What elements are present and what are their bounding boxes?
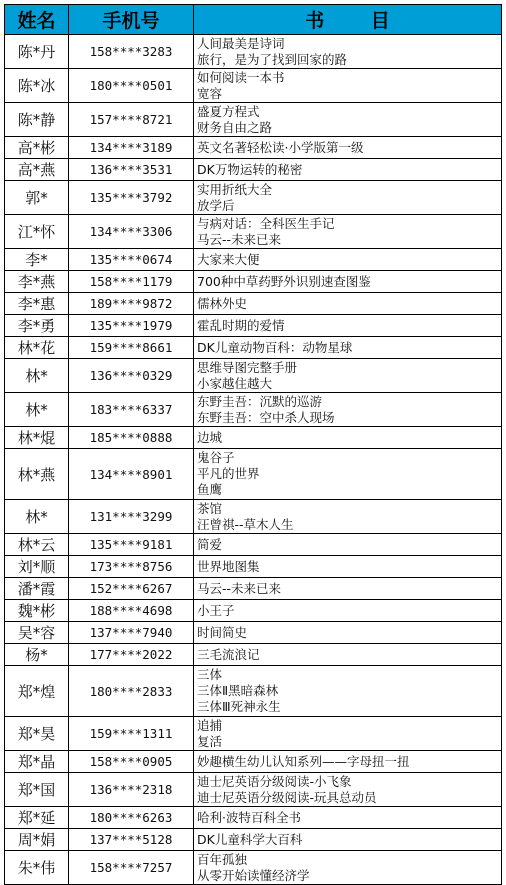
book-title: 英文名著轻松读·小学版第一级 <box>197 139 364 155</box>
table-row <box>5 271 502 293</box>
phone-number: 158****1179 <box>69 271 194 293</box>
reader-name: 高*燕 <box>5 159 69 181</box>
book-titles <box>194 393 502 427</box>
phone-number: 159****1311 <box>69 717 194 751</box>
reader-name: 林*燕 <box>5 449 69 500</box>
book-title: 儒林外史 <box>197 295 248 311</box>
phone-number: 135****9181 <box>69 534 194 556</box>
table-row <box>5 807 502 829</box>
book-title: 人间最美是诗词 <box>197 35 285 51</box>
phone-number: 180****6263 <box>69 807 194 829</box>
book-titles <box>194 249 502 271</box>
book-titles <box>194 578 502 600</box>
book-titles <box>194 337 502 359</box>
book-title: 宽容 <box>197 85 223 101</box>
phone-number: 134****8901 <box>69 449 194 500</box>
book-titles <box>194 69 502 103</box>
book-title: 鱼鹰 <box>197 482 223 497</box>
table-body <box>5 35 502 885</box>
phone-number: 131****3299 <box>69 500 194 534</box>
reader-name: 高*彬 <box>5 137 69 159</box>
book-titles <box>194 666 502 717</box>
reader-name: 李*勇 <box>5 315 69 337</box>
book-title: 三毛流浪记 <box>197 646 260 662</box>
reader-name: 郑*国 <box>5 773 69 807</box>
reader-name: 潘*霞 <box>5 578 69 600</box>
book-title: 实用折纸大全 <box>197 181 273 197</box>
phone-number: 135****3792 <box>69 181 194 215</box>
reader-name: 林*云 <box>5 534 69 556</box>
book-title: 哈利·波特百科全书 <box>197 809 301 825</box>
book-titles <box>194 103 502 137</box>
book-titles <box>194 829 502 851</box>
table-row <box>5 359 502 393</box>
phone-number: 152****6267 <box>69 578 194 600</box>
table-row <box>5 644 502 666</box>
phone-number: 135****1979 <box>69 315 194 337</box>
book-title: 简爱 <box>197 536 223 552</box>
book-title: 东野圭吾：空中杀人现场 <box>197 409 335 425</box>
table-row <box>5 393 502 427</box>
phone-number: 136****2318 <box>69 773 194 807</box>
book-titles <box>194 500 502 534</box>
book-title: 从零开始读懂经济学 <box>197 867 310 883</box>
book-titles <box>194 717 502 751</box>
book-title: 马云--未来已来 <box>197 580 282 596</box>
book-titles <box>194 449 502 500</box>
reader-name: 李*惠 <box>5 293 69 315</box>
reader-name: 李*燕 <box>5 271 69 293</box>
book-titles <box>194 359 502 393</box>
reader-name: 周*娟 <box>5 829 69 851</box>
header-books: 书 目 <box>194 5 502 35</box>
book-title: DK儿童动物百科：动物星球 <box>197 339 353 355</box>
phone-number: 158****7257 <box>69 851 194 885</box>
book-title: DK儿童科学大百科 <box>197 831 303 847</box>
table-row <box>5 137 502 159</box>
table-row <box>5 427 502 449</box>
book-title: DK万物运转的秘密 <box>197 161 303 177</box>
header-phone: 手机号 <box>69 5 194 35</box>
table-row <box>5 337 502 359</box>
book-title: 东野圭吾：沉默的巡游 <box>197 393 323 409</box>
book-titles <box>194 137 502 159</box>
reader-name: 刘*顺 <box>5 556 69 578</box>
book-title: 财务自由之路 <box>197 119 273 135</box>
phone-number: 136****3531 <box>69 159 194 181</box>
book-title: 700种中草药野外识别速查图鉴 <box>197 273 371 289</box>
phone-number: 185****0888 <box>69 427 194 449</box>
book-titles <box>194 215 502 249</box>
phone-number: 177****2022 <box>69 644 194 666</box>
phone-number: 159****8661 <box>69 337 194 359</box>
table-row <box>5 103 502 137</box>
phone-number: 158****0905 <box>69 751 194 773</box>
book-title: 马云--未来已来 <box>197 231 282 247</box>
header-name: 姓名 <box>5 5 69 35</box>
reader-name: 林* <box>5 393 69 427</box>
table-row <box>5 851 502 885</box>
phone-number: 137****5128 <box>69 829 194 851</box>
table-row <box>5 622 502 644</box>
reader-name: 林* <box>5 359 69 393</box>
phone-number: 173****8756 <box>69 556 194 578</box>
reader-name: 郑*延 <box>5 807 69 829</box>
book-title: 汪曾祺--草木人生 <box>197 516 294 532</box>
phone-number: 157****8721 <box>69 103 194 137</box>
table-row <box>5 751 502 773</box>
table-row <box>5 829 502 851</box>
table-row <box>5 556 502 578</box>
book-title: 鬼谷子 <box>197 450 235 465</box>
table-row <box>5 534 502 556</box>
book-titles <box>194 35 502 69</box>
table-row <box>5 666 502 717</box>
table-row <box>5 293 502 315</box>
book-titles <box>194 159 502 181</box>
book-titles <box>194 315 502 337</box>
reader-name: 李* <box>5 249 69 271</box>
book-title: 放学后 <box>197 197 235 213</box>
reader-name: 杨* <box>5 644 69 666</box>
book-title: 迪士尼英语分级阅读-玩具总动员 <box>197 789 377 805</box>
phone-number: 189****9872 <box>69 293 194 315</box>
phone-number: 188****4698 <box>69 600 194 622</box>
book-title: 小家越住越大 <box>197 375 273 391</box>
reader-name: 江*怀 <box>5 215 69 249</box>
reader-name: 魏*彬 <box>5 600 69 622</box>
phone-number: 135****0674 <box>69 249 194 271</box>
table-row <box>5 249 502 271</box>
book-title: 三体Ⅲ死神永生 <box>197 699 281 714</box>
phone-number: 134****3306 <box>69 215 194 249</box>
book-title: 平凡的世界 <box>197 466 260 481</box>
book-title: 与病对话：全科医生手记 <box>197 215 335 231</box>
table-row <box>5 773 502 807</box>
book-title: 复活 <box>197 733 223 749</box>
reader-name: 陈*丹 <box>5 35 69 69</box>
book-title: 茶馆 <box>197 500 223 516</box>
book-titles <box>194 851 502 885</box>
book-title: 三体Ⅱ黑暗森林 <box>197 683 279 698</box>
reader-name: 郭* <box>5 181 69 215</box>
table-row <box>5 181 502 215</box>
reader-name: 林*焜 <box>5 427 69 449</box>
table-row <box>5 35 502 69</box>
book-titles <box>194 622 502 644</box>
book-titles <box>194 773 502 807</box>
reader-name: 林*花 <box>5 337 69 359</box>
table-row <box>5 215 502 249</box>
reader-name: 郑*晶 <box>5 751 69 773</box>
book-list-sheet <box>4 4 501 883</box>
book-title: 大家来大便 <box>197 251 260 267</box>
book-title: 小王子 <box>197 602 235 618</box>
table-row <box>5 600 502 622</box>
table-row <box>5 449 502 500</box>
reader-name: 郑*昊 <box>5 717 69 751</box>
book-title: 思维导图完整手册 <box>197 359 298 375</box>
table-row <box>5 717 502 751</box>
book-title: 三体 <box>197 667 223 682</box>
phone-number: 183****6337 <box>69 393 194 427</box>
book-title: 霍乱时期的爱情 <box>197 317 285 333</box>
table-row <box>5 578 502 600</box>
header-row <box>5 5 502 35</box>
book-titles <box>194 644 502 666</box>
reader-name: 郑*煌 <box>5 666 69 717</box>
phone-number: 180****0501 <box>69 69 194 103</box>
book-title: 百年孤独 <box>197 851 248 867</box>
book-title: 迪士尼英语分级阅读-小飞象 <box>197 773 352 789</box>
book-titles <box>194 751 502 773</box>
book-title: 追捕 <box>197 717 223 733</box>
book-titles <box>194 271 502 293</box>
book-titles <box>194 807 502 829</box>
book-list-table <box>4 4 502 885</box>
phone-number: 180****2833 <box>69 666 194 717</box>
book-titles <box>194 293 502 315</box>
book-title: 边城 <box>197 429 223 445</box>
book-title: 世界地图集 <box>197 558 260 574</box>
book-title: 时间简史 <box>197 624 248 640</box>
reader-name: 朱*伟 <box>5 851 69 885</box>
table-row <box>5 500 502 534</box>
phone-number: 136****0329 <box>69 359 194 393</box>
reader-name: 林* <box>5 500 69 534</box>
table-row <box>5 69 502 103</box>
book-title: 妙趣横生幼儿认知系列——字母扭一扭 <box>197 753 410 769</box>
book-titles <box>194 427 502 449</box>
book-title: 旅行，是为了找到回家的路 <box>197 51 348 67</box>
book-titles <box>194 600 502 622</box>
book-title: 盛夏方程式 <box>197 103 260 119</box>
phone-number: 137****7940 <box>69 622 194 644</box>
reader-name: 陈*静 <box>5 103 69 137</box>
book-titles <box>194 534 502 556</box>
book-titles <box>194 181 502 215</box>
book-titles <box>194 556 502 578</box>
reader-name: 吴*容 <box>5 622 69 644</box>
table-row <box>5 315 502 337</box>
table-row <box>5 159 502 181</box>
phone-number: 158****3283 <box>69 35 194 69</box>
book-title: 如何阅读一本书 <box>197 69 285 85</box>
phone-number: 134****3189 <box>69 137 194 159</box>
reader-name: 陈*冰 <box>5 69 69 103</box>
